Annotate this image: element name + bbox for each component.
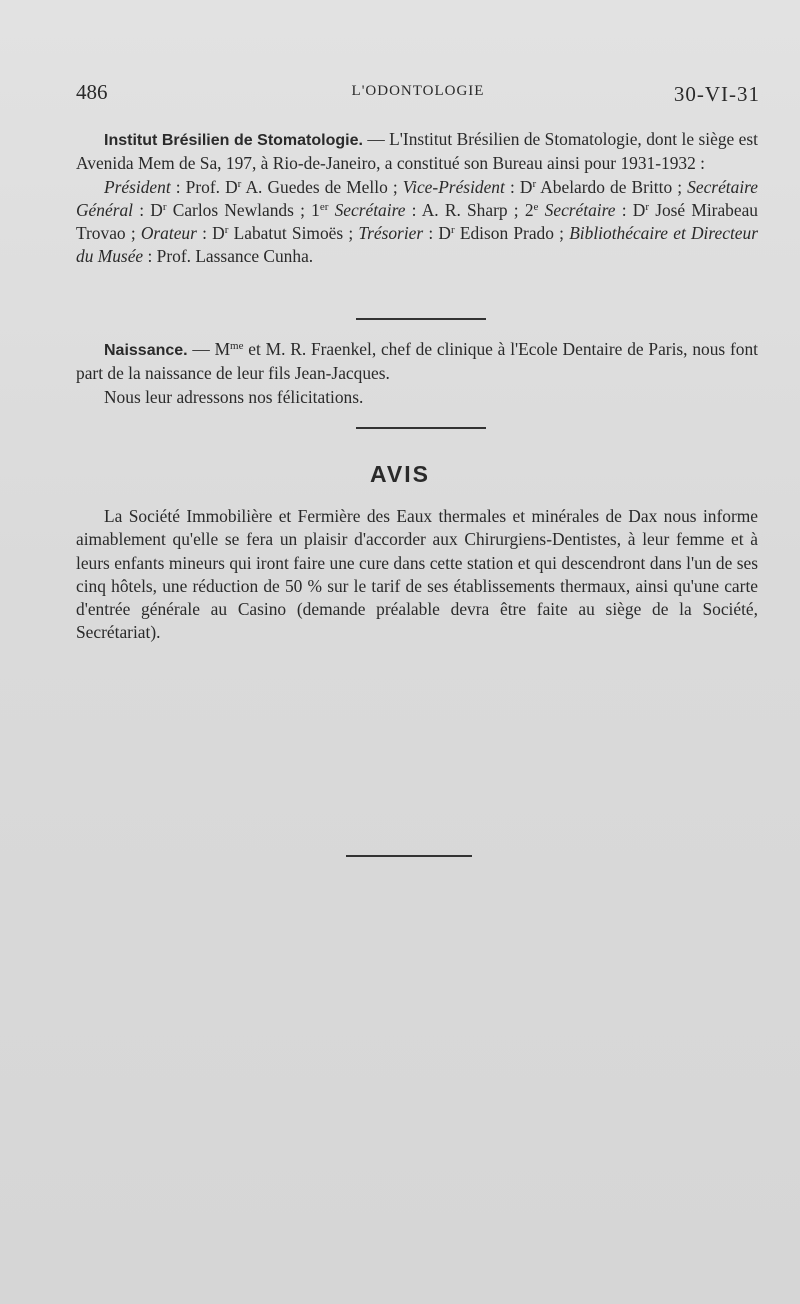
bureau-paragraph bbox=[76, 176, 758, 269]
felicitations-paragraph: Nous leur adressons nos félicitations. bbox=[104, 386, 364, 407]
biblio-value: : Prof. Lassance Cunha. bbox=[143, 246, 314, 267]
naissance-title: Naissance. bbox=[104, 342, 188, 359]
president-name: A. Guedes de Mello ; bbox=[241, 176, 403, 197]
avis-heading: AVIS bbox=[370, 461, 430, 487]
section-divider bbox=[356, 318, 486, 320]
institut-intro: — L'Institut Brésilien de Stomatologie, dont le siège est Avenida Mem de Sa, 197, à Rio-de-Janeiro, a constitué son Bureau ainsi pour 1931-1932 : bbox=[76, 129, 758, 174]
tresorier-value: : D bbox=[423, 223, 451, 244]
sec2-label: Secrétaire bbox=[544, 199, 616, 220]
vice-value: : D bbox=[504, 176, 533, 197]
dr-sup: r bbox=[532, 177, 537, 190]
orateur-value: : D bbox=[196, 223, 225, 244]
secgen-label: Secrétaire Général bbox=[76, 176, 758, 220]
dr-sup: r bbox=[224, 224, 229, 237]
naissance-text1: — M bbox=[187, 339, 231, 359]
president-value: : Prof. D bbox=[170, 176, 238, 197]
sec1-value: : A. R. Sharp ; 2 bbox=[405, 199, 534, 220]
biblio-label: Bibliothécaire et Directeur du Musée bbox=[76, 223, 758, 267]
dr-sup: r bbox=[645, 200, 649, 213]
page-header bbox=[76, 80, 760, 110]
naissance-text2: et M. R. Fraenkel, chef de clinique à l'Ecole Dentaire de Paris, nous font part de la naissance de leur fils Jean-Jacques. bbox=[76, 339, 758, 384]
avis-section bbox=[76, 505, 758, 645]
avis-paragraph: La Société Immobilière et Fermière des Eaux thermales et minérales de Dax nous informe aimablement qu'elle se fera un plaisir d'accorder aux Chirurgiens-Dentistes, à leur femme et à leurs enfants mineurs qui iront faire une cure dans cette station et qui descendront dans l'un de ses cinq hôtels, une réduction de 50 % sur le tarif de ses établissements thermaux, ainsi qu'une carte d'entrée générale au Casino (demande préalable devra être faite au siège de la Société, Secrétariat). bbox=[76, 506, 758, 643]
sec2-sup: e bbox=[533, 200, 539, 213]
vice-label: Vice-Président bbox=[402, 176, 505, 197]
president-label: Président bbox=[104, 176, 171, 197]
end-divider bbox=[346, 855, 472, 857]
dr-sup: r bbox=[450, 224, 455, 237]
secgen-value: : D bbox=[133, 199, 163, 220]
running-title: L'ODONTOLOGIE bbox=[351, 83, 485, 99]
vice-name: Abelardo de Britto ; bbox=[536, 176, 688, 197]
dr-sup: r bbox=[237, 177, 242, 190]
sec2-name: José Mirabeau Trovao ; bbox=[76, 199, 758, 244]
tresorier-label: Trésorier bbox=[358, 223, 424, 244]
naissance-paragraph bbox=[76, 338, 758, 386]
institut-section bbox=[76, 128, 758, 269]
sec1-label: Secrétaire bbox=[334, 199, 406, 220]
dr-sup: r bbox=[162, 200, 167, 213]
tresorier-name: Edison Prado ; bbox=[454, 223, 570, 244]
sec2-value: : D bbox=[615, 199, 646, 220]
institut-paragraph bbox=[76, 128, 758, 176]
issue-date: 30-VI-31 bbox=[673, 82, 760, 106]
orateur-name: Labatut Simoës ; bbox=[228, 223, 359, 244]
secgen-name: Carlos Newlands ; 1 bbox=[166, 199, 320, 220]
institut-title: Institut Brésilien de Stomatologie. bbox=[104, 132, 363, 149]
naissance-section bbox=[76, 338, 758, 409]
sec1-sup: er bbox=[319, 200, 329, 213]
orateur-label: Orateur bbox=[140, 223, 197, 244]
section-divider bbox=[356, 427, 486, 429]
page-number: 486 bbox=[76, 80, 108, 104]
mme-sup: me bbox=[230, 340, 244, 352]
